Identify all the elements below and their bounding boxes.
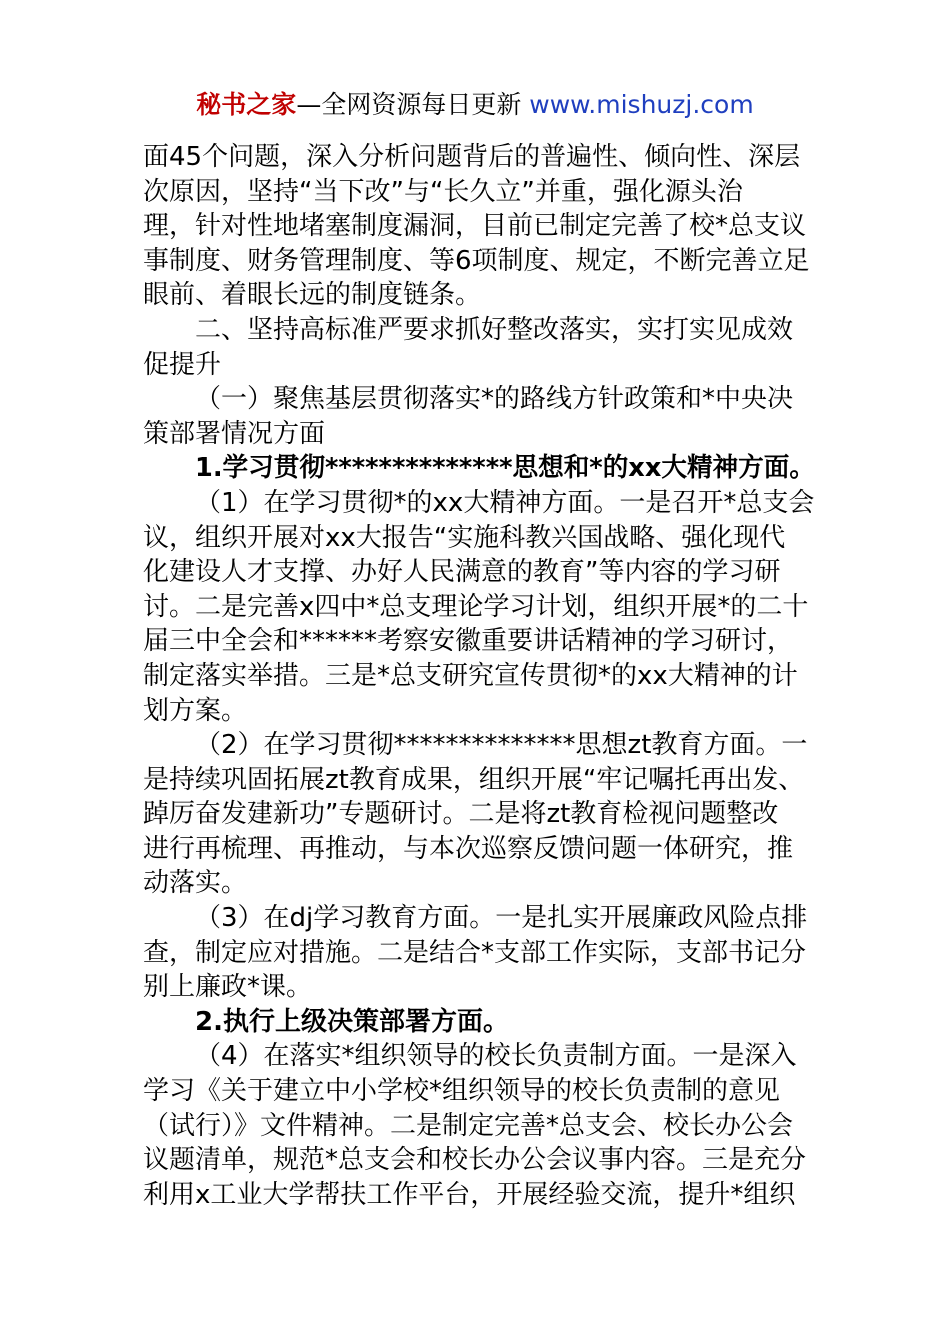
text-line: 次原因，坚持“当下改”与“长久立”并重，强化源头治 — [143, 176, 743, 207]
text-line: 二、坚持高标准严要求抓好整改落实，实打实见成效 — [195, 314, 794, 345]
text-line: 议，组织开展对xx大报告“实施科教兴国战略、强化现代 — [143, 522, 786, 553]
text-line: 理，针对性地堵塞制度漏洞，目前已制定完善了校*总支议 — [143, 211, 807, 242]
text-line: 促提升 — [143, 349, 222, 380]
section-heading-line: 2.执行上级决策部署方面。 — [195, 1006, 509, 1037]
text-line: （3）在dj学习教育方面。一是扎实开展廉政风险点排 — [195, 903, 808, 934]
text-line: 眼前、着眼长远的制度链条。 — [143, 280, 482, 311]
text-line: 别上廉政*课。 — [143, 972, 313, 1003]
text-line: 划方案。 — [143, 695, 248, 726]
header-tagline: —全网资源每日更新 — [296, 90, 530, 119]
text-line: 动落实。 — [143, 868, 248, 899]
text-line: 查，制定应对措施。二是结合*支部工作实际，支部书记分 — [143, 937, 807, 968]
text-line: （1）在学习贯彻*的xx大精神方面。一是召开*总支会 — [195, 487, 815, 518]
text-line: 议题清单，规范*总支会和校长办公会议事内容。三是充分 — [143, 1145, 807, 1176]
section-heading-line: 1.学习贯彻**************思想和*的xx大精神方面。 — [195, 453, 815, 484]
text-line: 踔厉奋发建新功”专题研讨。二是将zt教育检视问题整改 — [143, 799, 779, 830]
text-line: 学习《关于建立中小学校*组织领导的校长负责制的意见 — [143, 1076, 781, 1107]
text-line: 进行再梳理、再推动，与本次巡察反馈问题一体研究，推 — [143, 833, 794, 864]
text-line: 是持续巩固拓展zt教育成果，组织开展“牢记嘱托再出发、 — [143, 764, 805, 795]
text-line: （一）聚焦基层贯彻落实*的路线方针政策和*中央决 — [195, 384, 794, 415]
header-brand: 秘书之家 — [196, 90, 297, 119]
document-body — [143, 140, 815, 1212]
text-line: 利用x工业大学帮扶工作平台，开展经验交流，提升*组织 — [143, 1179, 796, 1210]
text-line: 化建设人才支撑、办好人民满意的教育”等内容的学习研 — [143, 557, 781, 588]
text-line: 面45个问题，深入分析问题背后的普遍性、倾向性、深层 — [143, 142, 801, 172]
text-line: （4）在落实*组织领导的校长负责制方面。一是深入 — [195, 1041, 797, 1072]
text-line: 制定落实举措。三是*总支研究宣传贯彻*的xx大精神的计 — [143, 660, 798, 691]
text-line: （试行）》文件精神。二是制定完善*总支会、校长办公会 — [143, 1110, 794, 1141]
text-line: 事制度、财务管理制度、等6项制度、规定，不断完善立足 — [143, 245, 810, 276]
text-line: 策部署情况方面 — [143, 418, 326, 449]
text-line: 讨。二是完善x四中*总支理论学习计划，组织开展*的二十 — [143, 591, 809, 622]
page-header — [0, 88, 950, 122]
header-url[interactable]: www.mishuzj.com — [529, 90, 754, 119]
text-line: （2）在学习贯彻**************思想zt教育方面。一 — [195, 730, 808, 761]
text-line: 届三中全会和******考察安徽重要讲话精神的学习研讨， — [143, 626, 794, 657]
